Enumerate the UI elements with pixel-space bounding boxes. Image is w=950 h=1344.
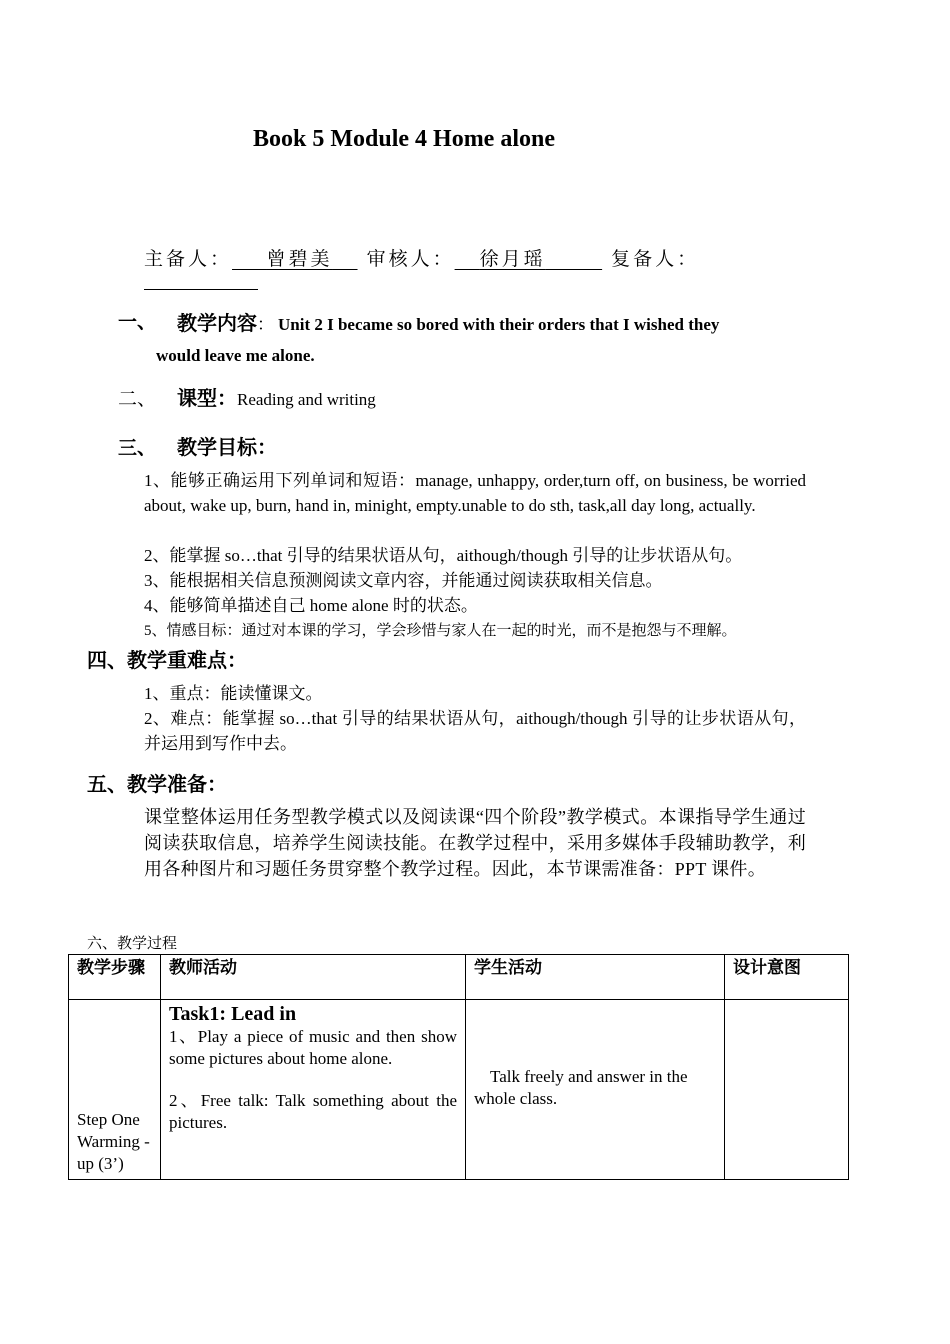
document-title: Book 5 Module 4 Home alone bbox=[253, 126, 556, 152]
section-2-colon: ： bbox=[217, 386, 237, 410]
section-1 bbox=[118, 307, 156, 334]
key-point-item-1: 1、重点：能读懂课文。 bbox=[144, 684, 323, 703]
step-cell bbox=[69, 1000, 161, 1180]
header-intent: 设计意图 bbox=[725, 955, 849, 1000]
header-teacher: 教师活动 bbox=[161, 955, 466, 1000]
step-text: Step One Warming -up (3’) bbox=[77, 1110, 150, 1173]
teaching-process-table bbox=[68, 954, 849, 1180]
section-3-number: 三、 bbox=[118, 437, 157, 459]
teacher-activity-2: 2、Free talk: Talk something about the pictures. bbox=[169, 1091, 457, 1132]
preparer-name: 曾碧美 bbox=[266, 248, 333, 270]
staff-line bbox=[144, 244, 699, 271]
objective-item-2: 2、能掌握 so…that 引导的结果状语从句，aithough/though 引导的让步状语从句。 bbox=[144, 546, 743, 565]
co-preparer-label: 复备人： bbox=[611, 248, 700, 270]
objective-item-4: 4、能够简单描述自己 home alone 时的状态。 bbox=[144, 596, 478, 615]
section-6-heading: 六、教学过程 bbox=[87, 934, 178, 952]
reviewer-name: 徐月瑶 bbox=[479, 248, 546, 270]
section-4-heading: 四、教学重难点： bbox=[87, 648, 247, 672]
section-2-body bbox=[177, 382, 376, 411]
section-1-label: 教学内容 bbox=[177, 311, 257, 335]
teacher-activity-1: 1、Play a piece of music and then show some pictures about home alone. bbox=[169, 1027, 457, 1068]
section-3-colon: ： bbox=[257, 435, 277, 459]
section-2-number: 二、 bbox=[118, 388, 157, 410]
objective-item-1: 1、能够正确运用下列单词和短语：manage, unhappy, order,turn off, on business, be worried about, wake up, burn, hand in, minight, empty.unable to do sth, task,all day long, actually. bbox=[144, 471, 806, 515]
objective-item-5: 5、情感目标：通过对本课的学习，学会珍惜与家人在一起的时光，而不是抱怨与不理解。 bbox=[144, 623, 737, 639]
section-3-body bbox=[177, 431, 277, 460]
section-5-heading: 五、教学准备： bbox=[87, 772, 227, 796]
section-2-label: 课型 bbox=[177, 386, 217, 410]
header-step: 教学步骤 bbox=[69, 955, 161, 1000]
intent-cell bbox=[725, 1000, 849, 1180]
section-1-number: 一、 bbox=[118, 311, 157, 333]
reviewer-label: 审核人： bbox=[366, 248, 455, 270]
student-activity: Talk freely and answer in the whole class. bbox=[474, 1067, 688, 1108]
table-header-row bbox=[69, 955, 849, 1000]
header-student: 学生活动 bbox=[466, 955, 725, 1000]
student-cell bbox=[466, 1000, 725, 1180]
section-1-body bbox=[177, 307, 719, 336]
section-2-text: Reading and writing bbox=[237, 390, 376, 409]
section-1-colon: ： bbox=[257, 315, 274, 335]
section-3-label: 教学目标 bbox=[177, 435, 257, 459]
table-row bbox=[69, 1000, 849, 1180]
task-title: Task1: Lead in bbox=[169, 1003, 297, 1025]
preparer-label: 主备人： bbox=[144, 248, 233, 270]
preparation-text: 课堂整体运用任务型教学模式以及阅读课“四个阶段”教学模式。本课指导学生通过阅读获取信息，培养学生阅读技能。在教学过程中，采用多媒体手段辅助教学，利用各种图片和习题任务贯穿整个教学过程。因此，本节课需准备：PPT 课件。 bbox=[144, 807, 806, 879]
section-1-text-line2: would leave me alone. bbox=[156, 346, 315, 365]
objective-item-3: 3、能根据相关信息预测阅读文章内容，并能通过阅读获取相关信息。 bbox=[144, 571, 663, 590]
key-point-item-2: 2、难点：能掌握 so…that 引导的结果状语从句，aithough/though 引导的让步状语从句，并运用到写作中去。 bbox=[144, 709, 806, 753]
co-preparer-blank bbox=[144, 289, 258, 290]
teacher-cell bbox=[161, 1000, 466, 1180]
section-1-text-line1: Unit 2 I became so bored with their orders that I wished they bbox=[278, 315, 720, 334]
